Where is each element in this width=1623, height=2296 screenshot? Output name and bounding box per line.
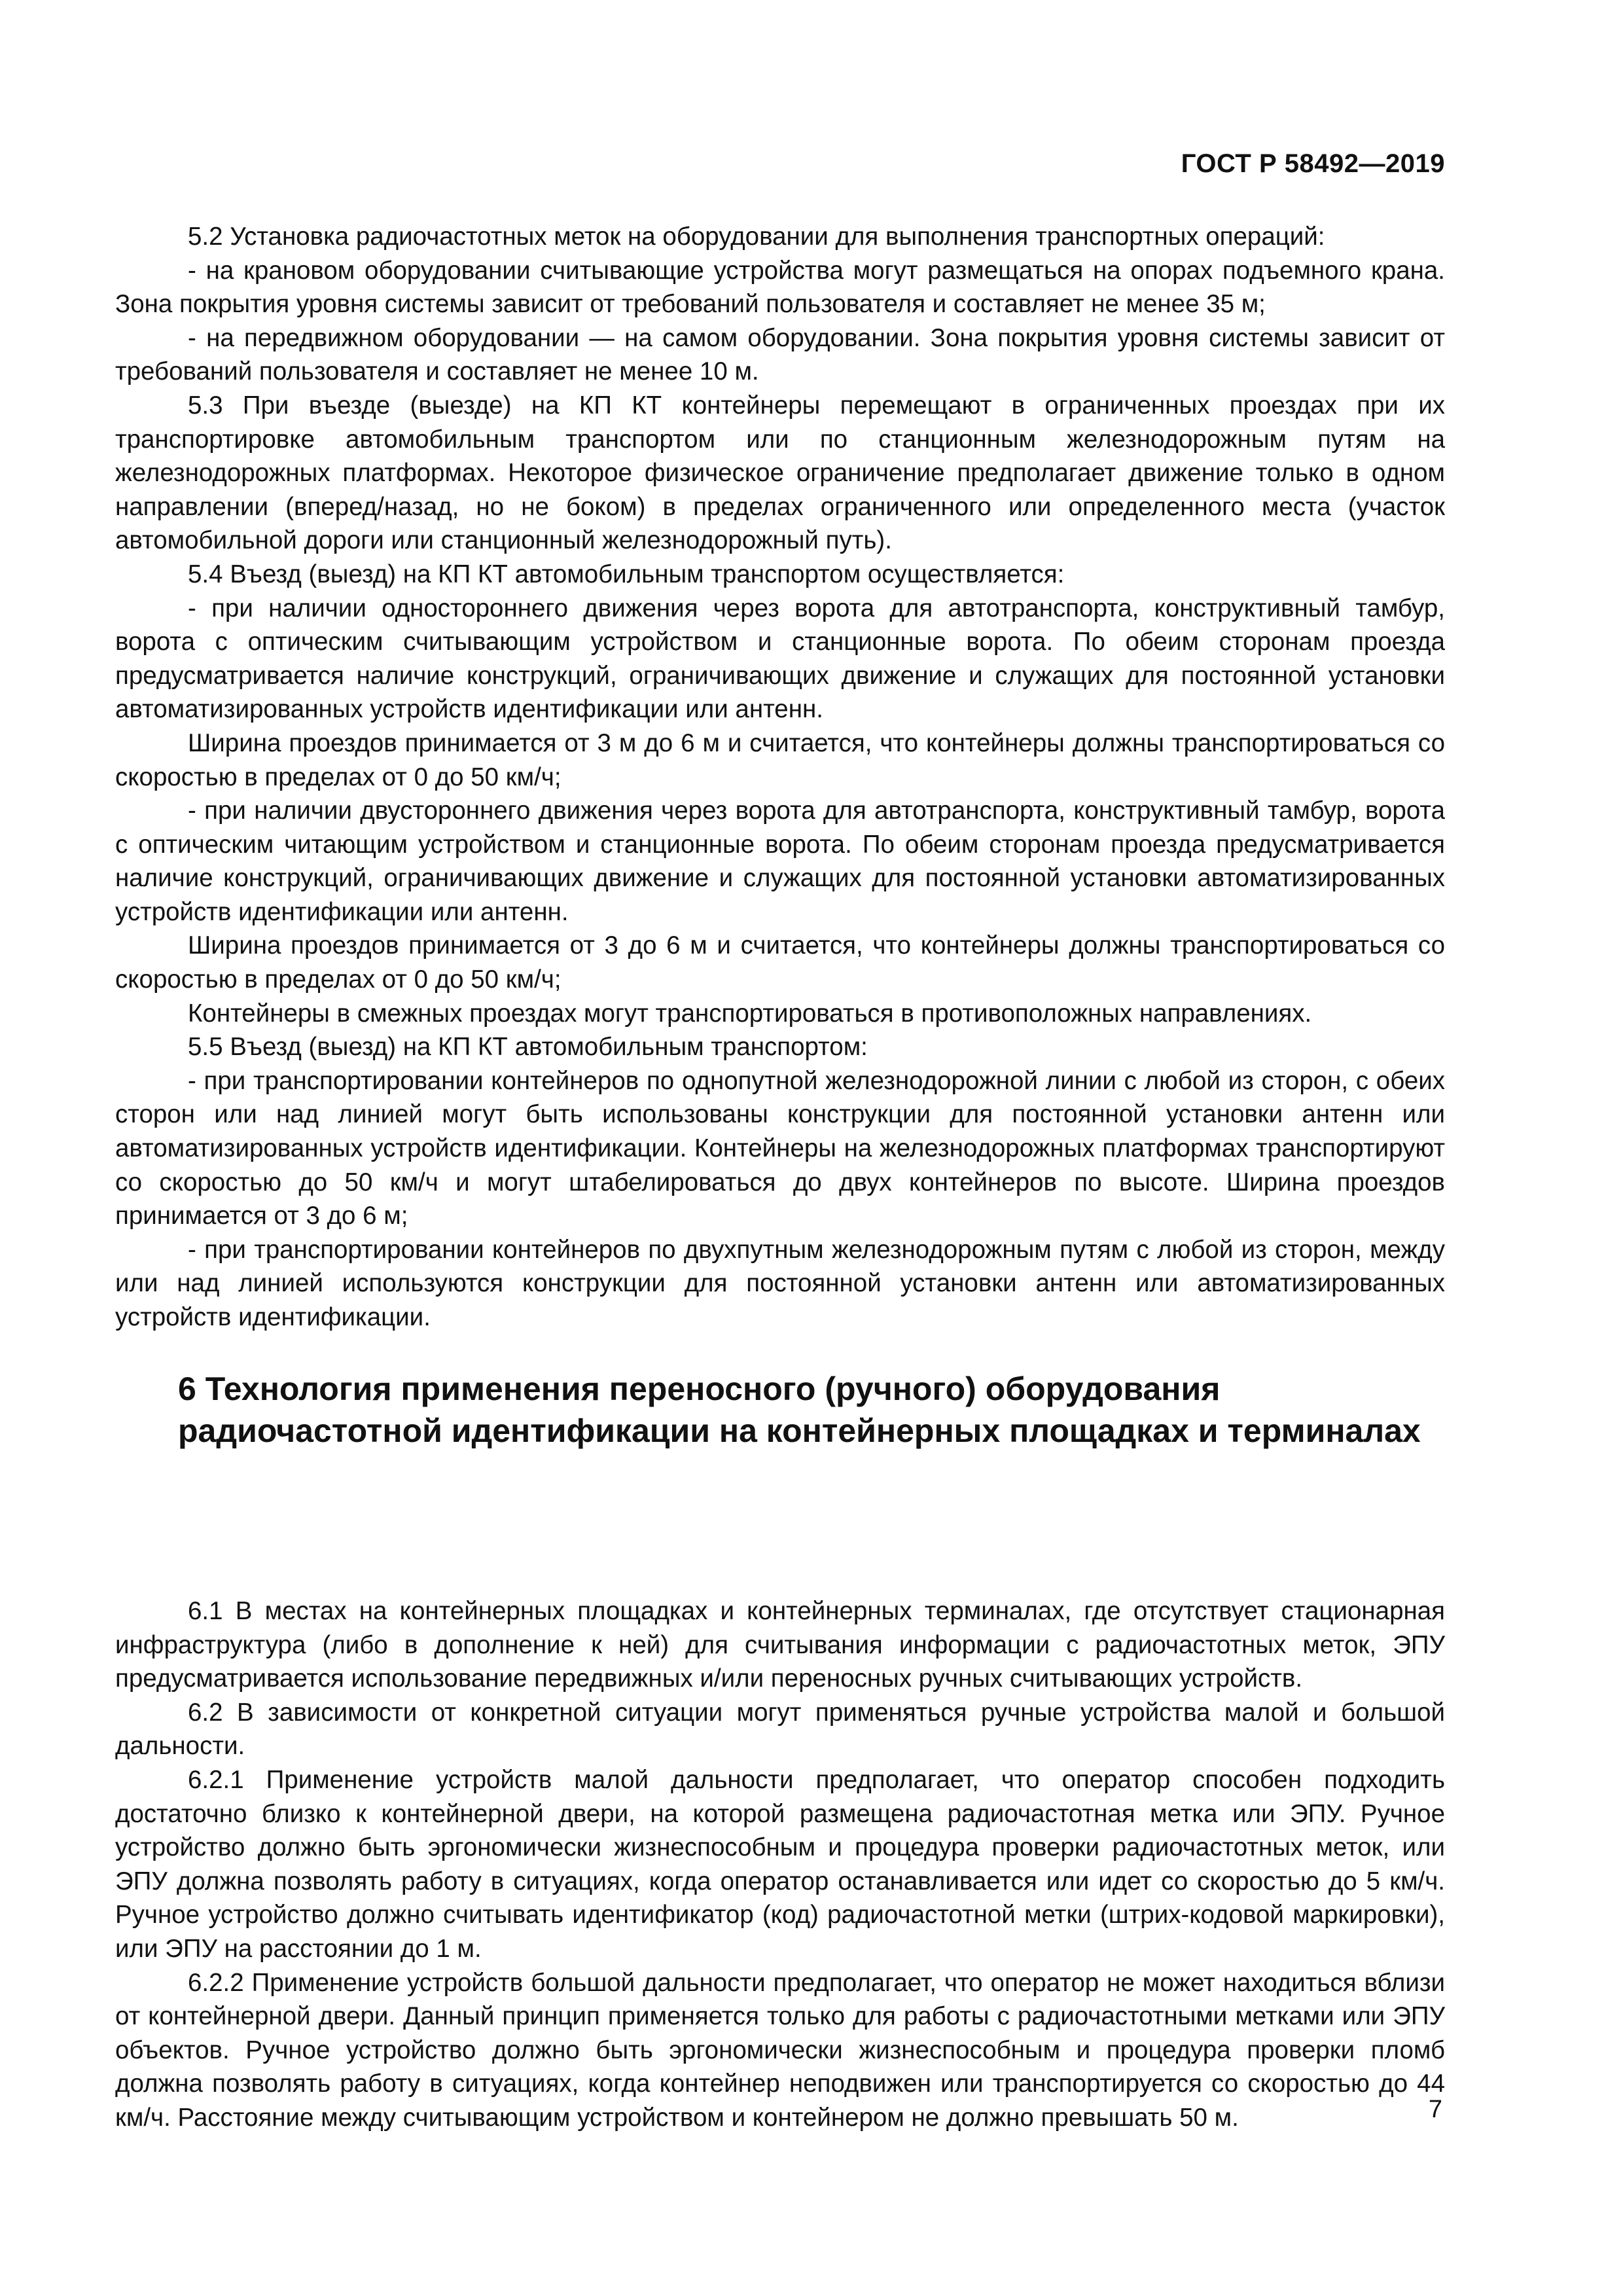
paragraph-5-2: 5.2 Установка радиочастотных меток на оборудовании для выполнения транспортных операций: bbox=[188, 223, 1325, 251]
paragraph-6-2-1: 6.2.1 Применение устройств малой дальности предполагает, что оператор способен подходить достаточно близко к контейнерной двери, на которой размещена радиочастотная метка или ЭПУ. Ручное устройство должно быть эргономически жизнеспособным и процедура проверки радиочастотных меток, или ЭПУ должна позволять работу в ситуациях, когда оператор останавливается или идет со скоростью до 5 км/ч. Ручное устройство должно считывать идентификатор (код) радиочастотной метки (штрих-кодовой маркировки), или ЭПУ на расстоянии до 1 м. bbox=[115, 1765, 1445, 1963]
section-6-heading-line-1: 6 Технология применения переносного (ручного) оборудования bbox=[178, 1371, 1221, 1407]
paragraph-5-5-double-track: - при транспортировании контейнеров по двухпутным железнодорожным путям с любой из сторон, между или над линией используются конструкции для постоянной установки антенн или автоматизированных устройств идентификации. bbox=[115, 1235, 1445, 1331]
paragraph-6-2-2: 6.2.2 Применение устройств большой дальности предполагает, что оператор не может находиться вблизи от контейнерной двери. Данный принцип применяется только для работы с радиочастотными метками или ЭПУ объектов. Ручное устройство должно быть эргономически жизнеспособным и процедура проверки пломб должна позволять работу в ситуациях, когда контейнер неподвижен или транспортируется со скоростью до 44 км/ч. Расстояние между считывающим устройством и контейнером не должно превышать 50 м. bbox=[115, 1968, 1445, 2132]
paragraph-5-4-oneway: - при наличии одностороннего движения через ворота для автотранспорта, конструктивный тамбур, ворота с оптическим считывающим устройством и станционные ворота. По обеим сторонам проезда предусматривается наличие конструкций, ограничивающих движение и служащих для постоянной установки автоматизированных устройств идентификации или антенн. bbox=[115, 594, 1445, 724]
section-6-heading-line-2: радиочастотной идентификации на контейнерных площадках и терминалах bbox=[178, 1412, 1421, 1449]
paragraph-5-2-mobile: - на передвижном оборудовании — на самом оборудовании. Зона покрытия уровня системы зависит от требований пользователя и составляет не менее 10 м. bbox=[115, 323, 1445, 386]
paragraph-6-2: 6.2 В зависимости от конкретной ситуации могут применяться ручные устройства малой и большой дальности. bbox=[115, 1698, 1445, 1761]
paragraph-5-4-width-2: Ширина проездов принимается от 3 до 6 м и считается, что контейнеры должны транспортироваться со скоростью в пределах от 0 до 50 км/ч; bbox=[115, 931, 1445, 994]
paragraph-5-4-twoway: - при наличии двустороннего движения через ворота для автотранспорта, конструктивный тамбур, ворота с оптическим читающим устройством и станционные ворота. По обеим сторонам проезда предусматривается наличие конструкций, ограничивающих движение и служащих для постоянной установки автоматизированных устройств идентификации или антенн. bbox=[115, 797, 1445, 926]
paragraph-5-4: 5.4 Въезд (выезд) на КП КТ автомобильным транспортом осуществляется: bbox=[188, 560, 1065, 588]
section-5-body bbox=[115, 220, 1445, 1335]
paragraph-5-5: 5.5 Въезд (выезд) на КП КТ автомобильным транспортом: bbox=[188, 1033, 868, 1062]
paragraph-5-5-single-track: - при транспортировании контейнеров по однопутной железнодорожной линии с любой из сторон, с обеих сторон или над линией могут быть использованы конструкции для постоянной установки антенн или автоматизированных устройств идентификации. Контейнеры на железнодорожных платформах транспортируют со скоростью до 50 км/ч и могут штабелироваться до двух контейнеров по высоте. Ширина проездов принимается от 3 до 6 м; bbox=[115, 1066, 1445, 1230]
paragraph-5-2-crane: - на крановом оборудовании считывающие устройства могут размещаться на опорах подъемного крана. Зона покрытия уровня системы зависит от требований пользователя и составляет не менее 35 м; bbox=[115, 256, 1445, 319]
paragraph-5-4-adjacent: Контейнеры в смежных проездах могут транспортироваться в противоположных направлениях. bbox=[188, 999, 1312, 1028]
section-6-heading bbox=[178, 1368, 1487, 1452]
section-6-body bbox=[115, 1594, 1445, 2135]
document-number-header: ГОСТ Р 58492—2019 bbox=[1181, 149, 1445, 178]
paragraph-5-4-width-1: Ширина проездов принимается от 3 м до 6 м и считается, что контейнеры должны транспортироваться со скоростью в пределах от 0 до 50 км/ч; bbox=[115, 728, 1445, 791]
paragraph-5-3: 5.3 При въезде (выезде) на КП КТ контейнеры перемещают в ограниченных проездах при их транспортировке автомобильным транспортом или по станционным железнодорожным путям на железнодорожных платформах. Некоторое физическое ограничение предполагает движение только в одном направлении (вперед/назад, но не боком) в пределах ограниченного или определенного места (участок автомобильной дороги или станционный железнодорожный путь). bbox=[115, 391, 1445, 555]
page-number: 7 bbox=[1428, 2096, 1442, 2123]
paragraph-6-1: 6.1 В местах на контейнерных площадках и контейнерных терминалах, где отсутствует стационарная инфраструктура (либо в дополнение к ней) для считывания информации с радиочастотных меток, ЭПУ предусматривается использование передвижных и/или переносных ручных считывающих устройств. bbox=[115, 1597, 1445, 1693]
